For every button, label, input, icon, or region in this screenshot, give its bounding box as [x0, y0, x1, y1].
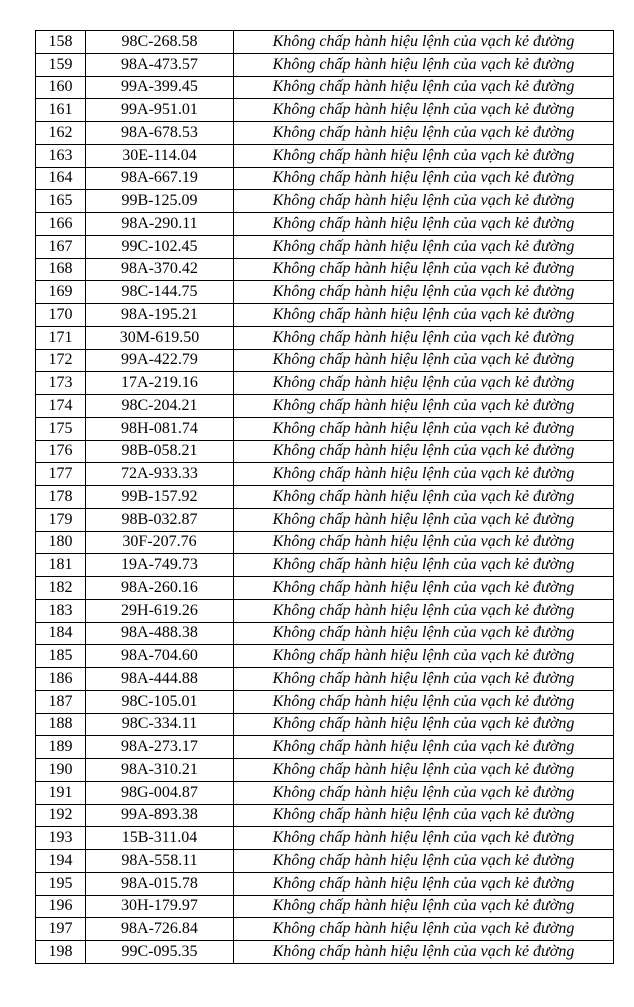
- table-row: [36, 713, 614, 736]
- violation-cell: Không chấp hành hiệu lệnh của vạch kẻ đường: [234, 213, 614, 236]
- row-number-cell: 168: [36, 258, 86, 281]
- license-plate-cell: 99C-102.45: [86, 235, 234, 258]
- violation-cell: Không chấp hành hiệu lệnh của vạch kẻ đường: [234, 53, 614, 76]
- row-number-cell: 198: [36, 941, 86, 964]
- license-plate-cell: 98A-290.11: [86, 213, 234, 236]
- table-row: [36, 122, 614, 145]
- license-plate-cell: 99A-399.45: [86, 76, 234, 99]
- violation-cell: Không chấp hành hiệu lệnh của vạch kẻ đường: [234, 326, 614, 349]
- row-number-cell: 166: [36, 213, 86, 236]
- violation-cell: Không chấp hành hiệu lệnh của vạch kẻ đường: [234, 417, 614, 440]
- table-row: [36, 486, 614, 509]
- license-plate-cell: 98B-058.21: [86, 440, 234, 463]
- violation-cell: Không chấp hành hiệu lệnh của vạch kẻ đường: [234, 235, 614, 258]
- table-row: [36, 577, 614, 600]
- license-plate-cell: 98A-726.84: [86, 918, 234, 941]
- row-number-cell: 160: [36, 76, 86, 99]
- license-plate-cell: 99B-157.92: [86, 486, 234, 509]
- violation-cell: Không chấp hành hiệu lệnh của vạch kẻ đường: [234, 372, 614, 395]
- violation-cell: Không chấp hành hiệu lệnh của vạch kẻ đường: [234, 349, 614, 372]
- row-number-cell: 187: [36, 690, 86, 713]
- license-plate-cell: 98A-195.21: [86, 304, 234, 327]
- violation-cell: Không chấp hành hiệu lệnh của vạch kẻ đường: [234, 440, 614, 463]
- row-number-cell: 170: [36, 304, 86, 327]
- license-plate-cell: 98H-081.74: [86, 417, 234, 440]
- row-number-cell: 182: [36, 577, 86, 600]
- violations-table: [35, 30, 614, 964]
- violation-cell: Không chấp hành hiệu lệnh của vạch kẻ đường: [234, 508, 614, 531]
- row-number-cell: 176: [36, 440, 86, 463]
- row-number-cell: 163: [36, 144, 86, 167]
- table-row: [36, 76, 614, 99]
- violation-cell: Không chấp hành hiệu lệnh của vạch kẻ đường: [234, 941, 614, 964]
- violation-cell: Không chấp hành hiệu lệnh của vạch kẻ đường: [234, 599, 614, 622]
- row-number-cell: 175: [36, 417, 86, 440]
- table-row: [36, 349, 614, 372]
- table-row: [36, 622, 614, 645]
- violation-cell: Không chấp hành hiệu lệnh của vạch kẻ đường: [234, 395, 614, 418]
- violation-cell: Không chấp hành hiệu lệnh của vạch kẻ đường: [234, 622, 614, 645]
- violation-cell: Không chấp hành hiệu lệnh của vạch kẻ đường: [234, 690, 614, 713]
- table-row: [36, 417, 614, 440]
- row-number-cell: 190: [36, 759, 86, 782]
- row-number-cell: 172: [36, 349, 86, 372]
- row-number-cell: 161: [36, 99, 86, 122]
- row-number-cell: 191: [36, 781, 86, 804]
- table-row: [36, 326, 614, 349]
- table-row: [36, 736, 614, 759]
- violation-cell: Không chấp hành hiệu lệnh của vạch kẻ đường: [234, 713, 614, 736]
- license-plate-cell: 99A-951.01: [86, 99, 234, 122]
- row-number-cell: 162: [36, 122, 86, 145]
- license-plate-cell: 98A-273.17: [86, 736, 234, 759]
- row-number-cell: 174: [36, 395, 86, 418]
- table-row: [36, 690, 614, 713]
- license-plate-cell: 98A-678.53: [86, 122, 234, 145]
- license-plate-cell: 98A-015.78: [86, 872, 234, 895]
- license-plate-cell: 29H-619.26: [86, 599, 234, 622]
- table-row: [36, 781, 614, 804]
- table-row: [36, 895, 614, 918]
- row-number-cell: 164: [36, 167, 86, 190]
- row-number-cell: 165: [36, 190, 86, 213]
- row-number-cell: 180: [36, 531, 86, 554]
- violation-cell: Không chấp hành hiệu lệnh của vạch kẻ đường: [234, 804, 614, 827]
- violation-cell: Không chấp hành hiệu lệnh của vạch kẻ đường: [234, 577, 614, 600]
- license-plate-cell: 98A-558.11: [86, 850, 234, 873]
- license-plate-cell: 30F-207.76: [86, 531, 234, 554]
- license-plate-cell: 98G-004.87: [86, 781, 234, 804]
- violation-cell: Không chấp hành hiệu lệnh của vạch kẻ đường: [234, 122, 614, 145]
- row-number-cell: 185: [36, 645, 86, 668]
- table-row: [36, 463, 614, 486]
- license-plate-cell: 98A-704.60: [86, 645, 234, 668]
- violation-cell: Không chấp hành hiệu lệnh của vạch kẻ đường: [234, 918, 614, 941]
- license-plate-cell: 98A-260.16: [86, 577, 234, 600]
- table-row: [36, 872, 614, 895]
- license-plate-cell: 17A-219.16: [86, 372, 234, 395]
- license-plate-cell: 99A-422.79: [86, 349, 234, 372]
- violation-cell: Không chấp hành hiệu lệnh của vạch kẻ đường: [234, 190, 614, 213]
- row-number-cell: 171: [36, 326, 86, 349]
- violation-cell: Không chấp hành hiệu lệnh của vạch kẻ đường: [234, 167, 614, 190]
- violations-table-container: [35, 30, 614, 964]
- license-plate-cell: 98C-268.58: [86, 31, 234, 54]
- row-number-cell: 178: [36, 486, 86, 509]
- violation-cell: Không chấp hành hiệu lệnh của vạch kẻ đường: [234, 895, 614, 918]
- row-number-cell: 196: [36, 895, 86, 918]
- violation-cell: Không chấp hành hiệu lệnh của vạch kẻ đường: [234, 872, 614, 895]
- table-row: [36, 281, 614, 304]
- license-plate-cell: 30M-619.50: [86, 326, 234, 349]
- violation-cell: Không chấp hành hiệu lệnh của vạch kẻ đường: [234, 31, 614, 54]
- table-row: [36, 759, 614, 782]
- violation-cell: Không chấp hành hiệu lệnh của vạch kẻ đường: [234, 304, 614, 327]
- license-plate-cell: 98A-444.88: [86, 668, 234, 691]
- row-number-cell: 177: [36, 463, 86, 486]
- table-row: [36, 668, 614, 691]
- table-row: [36, 167, 614, 190]
- license-plate-cell: 98A-473.57: [86, 53, 234, 76]
- row-number-cell: 169: [36, 281, 86, 304]
- violation-cell: Không chấp hành hiệu lệnh của vạch kẻ đường: [234, 645, 614, 668]
- row-number-cell: 194: [36, 850, 86, 873]
- violation-cell: Không chấp hành hiệu lệnh của vạch kẻ đường: [234, 736, 614, 759]
- license-plate-cell: 98A-370.42: [86, 258, 234, 281]
- license-plate-cell: 98A-310.21: [86, 759, 234, 782]
- table-row: [36, 31, 614, 54]
- table-row: [36, 508, 614, 531]
- row-number-cell: 173: [36, 372, 86, 395]
- row-number-cell: 181: [36, 554, 86, 577]
- row-number-cell: 167: [36, 235, 86, 258]
- license-plate-cell: 98C-105.01: [86, 690, 234, 713]
- violation-cell: Không chấp hành hiệu lệnh của vạch kẻ đường: [234, 258, 614, 281]
- row-number-cell: 188: [36, 713, 86, 736]
- license-plate-cell: 19A-749.73: [86, 554, 234, 577]
- row-number-cell: 158: [36, 31, 86, 54]
- violation-cell: Không chấp hành hiệu lệnh của vạch kẻ đường: [234, 281, 614, 304]
- table-row: [36, 99, 614, 122]
- row-number-cell: 193: [36, 827, 86, 850]
- license-plate-cell: 99B-125.09: [86, 190, 234, 213]
- license-plate-cell: 99A-893.38: [86, 804, 234, 827]
- violation-cell: Không chấp hành hiệu lệnh của vạch kẻ đường: [234, 144, 614, 167]
- row-number-cell: 159: [36, 53, 86, 76]
- table-row: [36, 440, 614, 463]
- table-row: [36, 258, 614, 281]
- violation-cell: Không chấp hành hiệu lệnh của vạch kẻ đường: [234, 463, 614, 486]
- license-plate-cell: 99C-095.35: [86, 941, 234, 964]
- violation-cell: Không chấp hành hiệu lệnh của vạch kẻ đường: [234, 99, 614, 122]
- license-plate-cell: 30H-179.97: [86, 895, 234, 918]
- table-row: [36, 213, 614, 236]
- table-row: [36, 235, 614, 258]
- row-number-cell: 186: [36, 668, 86, 691]
- table-row: [36, 190, 614, 213]
- license-plate-cell: 15B-311.04: [86, 827, 234, 850]
- table-row: [36, 144, 614, 167]
- table-row: [36, 554, 614, 577]
- license-plate-cell: 98C-144.75: [86, 281, 234, 304]
- row-number-cell: 192: [36, 804, 86, 827]
- table-row: [36, 531, 614, 554]
- table-row: [36, 941, 614, 964]
- row-number-cell: 195: [36, 872, 86, 895]
- row-number-cell: 197: [36, 918, 86, 941]
- table-row: [36, 804, 614, 827]
- license-plate-cell: 98B-032.87: [86, 508, 234, 531]
- row-number-cell: 184: [36, 622, 86, 645]
- table-row: [36, 645, 614, 668]
- table-row: [36, 53, 614, 76]
- violation-cell: Không chấp hành hiệu lệnh của vạch kẻ đường: [234, 531, 614, 554]
- violation-cell: Không chấp hành hiệu lệnh của vạch kẻ đường: [234, 668, 614, 691]
- license-plate-cell: 98A-488.38: [86, 622, 234, 645]
- table-row: [36, 599, 614, 622]
- license-plate-cell: 72A-933.33: [86, 463, 234, 486]
- violations-table-body: [36, 31, 614, 964]
- table-row: [36, 395, 614, 418]
- table-row: [36, 304, 614, 327]
- license-plate-cell: 98C-334.11: [86, 713, 234, 736]
- row-number-cell: 189: [36, 736, 86, 759]
- license-plate-cell: 98A-667.19: [86, 167, 234, 190]
- license-plate-cell: 98C-204.21: [86, 395, 234, 418]
- license-plate-cell: 30E-114.04: [86, 144, 234, 167]
- violation-cell: Không chấp hành hiệu lệnh của vạch kẻ đường: [234, 827, 614, 850]
- row-number-cell: 183: [36, 599, 86, 622]
- table-row: [36, 827, 614, 850]
- row-number-cell: 179: [36, 508, 86, 531]
- violation-cell: Không chấp hành hiệu lệnh của vạch kẻ đường: [234, 76, 614, 99]
- table-row: [36, 850, 614, 873]
- violation-cell: Không chấp hành hiệu lệnh của vạch kẻ đường: [234, 850, 614, 873]
- violation-cell: Không chấp hành hiệu lệnh của vạch kẻ đường: [234, 781, 614, 804]
- violation-cell: Không chấp hành hiệu lệnh của vạch kẻ đường: [234, 759, 614, 782]
- table-row: [36, 918, 614, 941]
- violation-cell: Không chấp hành hiệu lệnh của vạch kẻ đường: [234, 486, 614, 509]
- table-row: [36, 372, 614, 395]
- violation-cell: Không chấp hành hiệu lệnh của vạch kẻ đường: [234, 554, 614, 577]
